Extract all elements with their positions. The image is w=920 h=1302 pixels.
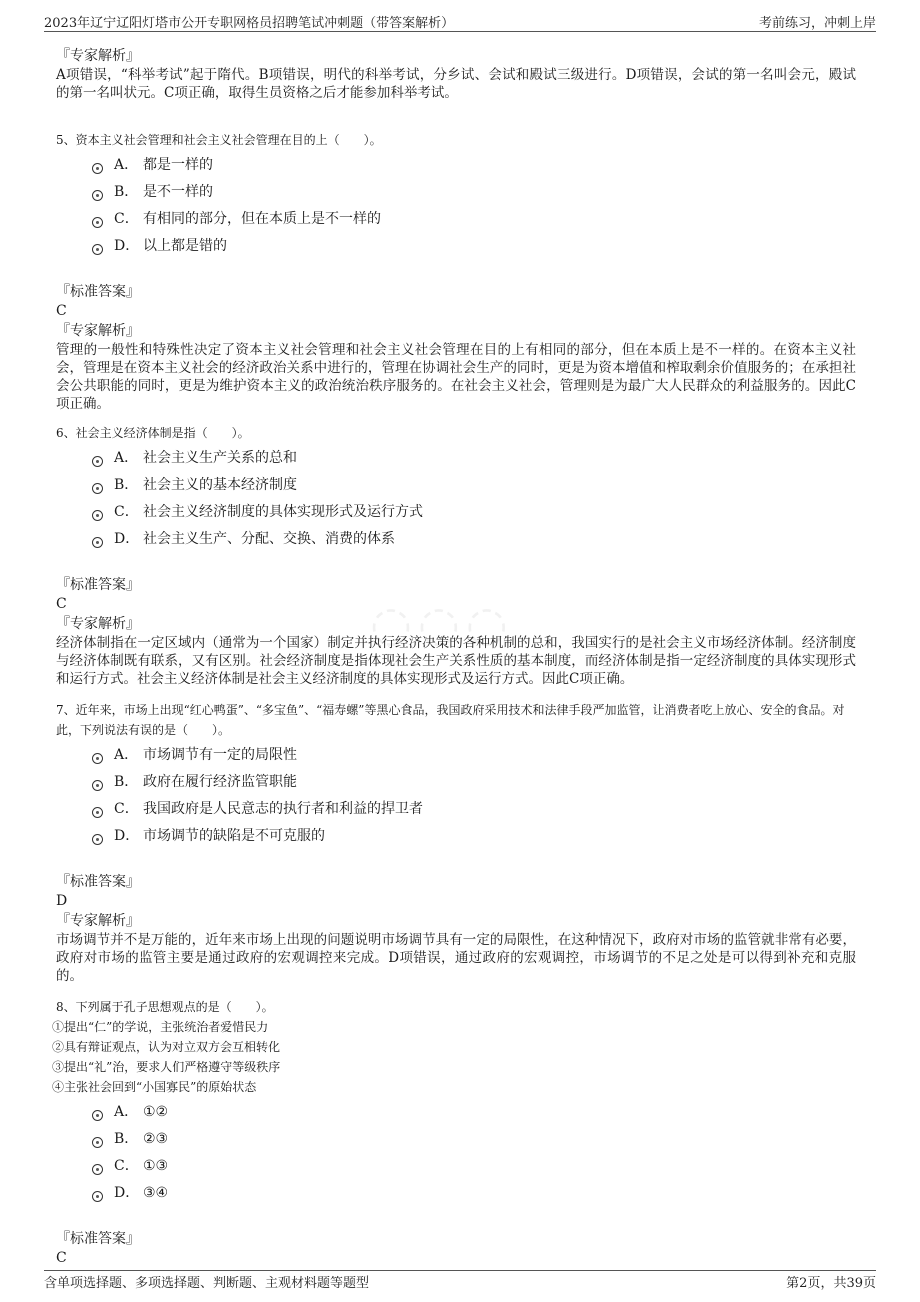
option-letter: A． [114, 450, 139, 466]
option-letter: D． [114, 1185, 140, 1201]
page-content [52, 46, 856, 1268]
statement-item: ③提出“礼”治，要求人们严格遵守等级秩序 [52, 1060, 281, 1074]
option-text: 以上都是错的 [143, 238, 227, 254]
option-letter: B． [114, 1131, 139, 1147]
q4-analysis-text: A项错误，“科举考试”起于隋代。B项错误，明代的科举考试，分乡试、会试和殿试三级进行。D项错误，会试的第一名叫会元，殿试的第一名叫状元。C项正确，取得生员资格之后才能参加科举考试。 [56, 67, 856, 101]
radio-button-icon[interactable] [92, 834, 103, 845]
option-text: 我国政府是人民意志的执行者和利益的捍卫者 [143, 801, 423, 817]
radio-button-icon[interactable] [92, 217, 103, 228]
option-text: 社会主义生产关系的总和 [143, 450, 297, 466]
answer-value: D [56, 893, 68, 909]
option-letter: A． [114, 1104, 139, 1120]
option-text: 是不一样的 [143, 184, 213, 200]
option-text: 政府在履行经济监管职能 [143, 774, 297, 790]
radio-button-icon[interactable] [92, 1191, 103, 1202]
statement-item: ④主张社会回到“小国寡民”的原始状态 [52, 1080, 257, 1094]
footer-question-types: 含单项选择题、多项选择题、判断题、主观材料题等题型 [44, 1276, 370, 1291]
radio-button-icon[interactable] [92, 510, 103, 521]
option-d[interactable] [92, 1182, 856, 1209]
radio-button-icon[interactable] [92, 1164, 103, 1175]
option-text: 市场调节有一定的局限性 [143, 747, 297, 763]
standard-answer-label: 『标准答案』 [56, 577, 140, 593]
expert-analysis-label: 『专家解析』 [56, 48, 140, 64]
option-a[interactable] [92, 154, 856, 181]
option-b[interactable] [92, 181, 856, 208]
option-c[interactable] [92, 798, 856, 825]
radio-button-icon[interactable] [92, 780, 103, 791]
page-header [44, 8, 876, 32]
radio-button-icon[interactable] [92, 807, 103, 818]
question-5 [56, 130, 856, 413]
option-letter: A． [114, 747, 139, 763]
statement-item: ①提出“仁”的学说，主张统治者爱惜民力 [52, 1020, 269, 1034]
radio-button-icon[interactable] [92, 244, 103, 255]
option-c[interactable] [92, 1155, 856, 1182]
question-7 [56, 700, 856, 985]
option-list [92, 447, 856, 555]
option-letter: C． [114, 211, 139, 227]
option-a[interactable] [92, 1101, 856, 1128]
option-a[interactable] [92, 744, 856, 771]
option-b[interactable] [92, 1128, 856, 1155]
expert-analysis-label: 『专家解析』 [56, 616, 140, 632]
question-stem: 8、下列属于孔子思想观点的是（ ）。 [56, 1000, 274, 1014]
page-number: 第2页，共39页 [786, 1276, 876, 1291]
option-letter: D． [114, 828, 140, 844]
question-stem: 6、社会主义经济体制是指（ ）。 [56, 426, 250, 440]
option-d[interactable] [92, 235, 856, 262]
document-title: 2023年辽宁辽阳灯塔市公开专职网格员招聘笔试冲刺题（带答案解析） [44, 16, 455, 31]
radio-button-icon[interactable] [92, 753, 103, 764]
page-footer [44, 1270, 876, 1294]
statement-item: ②具有辩证观点，认为对立双方会互相转化 [52, 1040, 281, 1054]
answer-value: C [56, 1250, 67, 1266]
option-letter: C． [114, 504, 139, 520]
header-slogan: 考前练习，冲刺上岸 [758, 16, 876, 31]
radio-button-icon[interactable] [92, 456, 103, 467]
option-letter: B． [114, 774, 139, 790]
question-stem: 7、近年来，市场上出现“红心鸭蛋”、“多宝鱼”、“福寿螺”等黑心食品，我国政府采用技术和法律手段严加监管，让消费者吃上放心、安全的食品。对此，下列说法有误的是（ ）。 [56, 703, 845, 737]
option-letter: B． [114, 477, 139, 493]
option-text: ②③ [143, 1131, 169, 1147]
option-b[interactable] [92, 771, 856, 798]
option-d[interactable] [92, 825, 856, 852]
standard-answer-label: 『标准答案』 [56, 1231, 140, 1247]
option-text: 社会主义的基本经济制度 [143, 477, 297, 493]
option-c[interactable] [92, 208, 856, 235]
analysis-text: 管理的一般性和特殊性决定了资本主义社会管理和社会主义社会管理在目的上有相同的部分，但在本质上是不一样的。在资本主义社会，管理是在资本主义社会的经济政治关系中进行的，管理在协调社会生产的同时，更是为资本增值和榨取剩余价值服务的；在承担社会公共职能的同时，更是为维护资本主义的政治统治秩序服务的。在社会主义社会，管理则是为最广大人民群众的利益服务的。因此C项正确。 [56, 342, 856, 412]
radio-button-icon[interactable] [92, 163, 103, 174]
question-stem: 5、资本主义社会管理和社会主义社会管理在目的上（ ）。 [56, 133, 382, 147]
option-d[interactable] [92, 528, 856, 555]
option-text: ③④ [143, 1185, 169, 1201]
footer-rule [44, 1270, 876, 1271]
question-6 [56, 423, 856, 688]
option-text: 社会主义生产、分配、交换、消费的体系 [143, 531, 395, 547]
option-list [92, 1101, 856, 1209]
option-letter: C． [114, 1158, 139, 1174]
option-letter: D． [114, 238, 140, 254]
option-a[interactable] [92, 447, 856, 474]
option-text: ①② [143, 1104, 169, 1120]
option-b[interactable] [92, 474, 856, 501]
expert-analysis-label: 『专家解析』 [56, 323, 140, 339]
radio-button-icon[interactable] [92, 537, 103, 548]
radio-button-icon[interactable] [92, 483, 103, 494]
standard-answer-label: 『标准答案』 [56, 874, 140, 890]
option-list [92, 744, 856, 852]
answer-value: C [56, 303, 67, 319]
answer-value: C [56, 596, 67, 612]
standard-answer-label: 『标准答案』 [56, 284, 140, 300]
option-list [92, 154, 856, 262]
option-letter: A． [114, 157, 139, 173]
analysis-text: 市场调节并不是万能的，近年来市场上出现的问题说明市场调节具有一定的局限性，在这种情况下，政府对市场的监管就非常有必要，政府对市场的监管主要是通过政府的宏观调控来完成。D项错误，通过政府的宏观调控，市场调节的不足之处是可以得到补充和克服的。 [56, 932, 856, 984]
header-rule [44, 31, 876, 32]
option-text: 都是一样的 [143, 157, 213, 173]
q4-analysis-block [56, 46, 856, 102]
statement-list [52, 1017, 856, 1097]
option-text: 有相同的部分，但在本质上是不一样的 [143, 211, 381, 227]
expert-analysis-label: 『专家解析』 [56, 913, 140, 929]
radio-button-icon[interactable] [92, 1110, 103, 1121]
option-text: ①③ [143, 1158, 169, 1174]
question-8 [52, 997, 856, 1268]
radio-button-icon[interactable] [92, 1137, 103, 1148]
option-c[interactable] [92, 501, 856, 528]
option-letter: D． [114, 531, 140, 547]
option-letter: B． [114, 184, 139, 200]
option-letter: C． [114, 801, 139, 817]
watermark: ◌◌◌ [370, 596, 514, 652]
option-text: 社会主义经济制度的具体实现形式及运行方式 [143, 504, 423, 520]
option-text: 市场调节的缺陷是不可克服的 [143, 828, 325, 844]
radio-button-icon[interactable] [92, 190, 103, 201]
analysis-text: 经济体制指在一定区域内（通常为一个国家）制定并执行经济决策的各种机制的总和，我国实行的是社会主义市场经济体制。经济制度与经济体制既有联系，又有区别。社会经济制度是指体现社会生产关系性质的基本制度，而经济体制是指一定经济制度的具体实现形式和运行方式。社会主义经济体制是社会主义经济制度的具体实现形式及运行方式。因此C项正确。 [56, 635, 856, 687]
